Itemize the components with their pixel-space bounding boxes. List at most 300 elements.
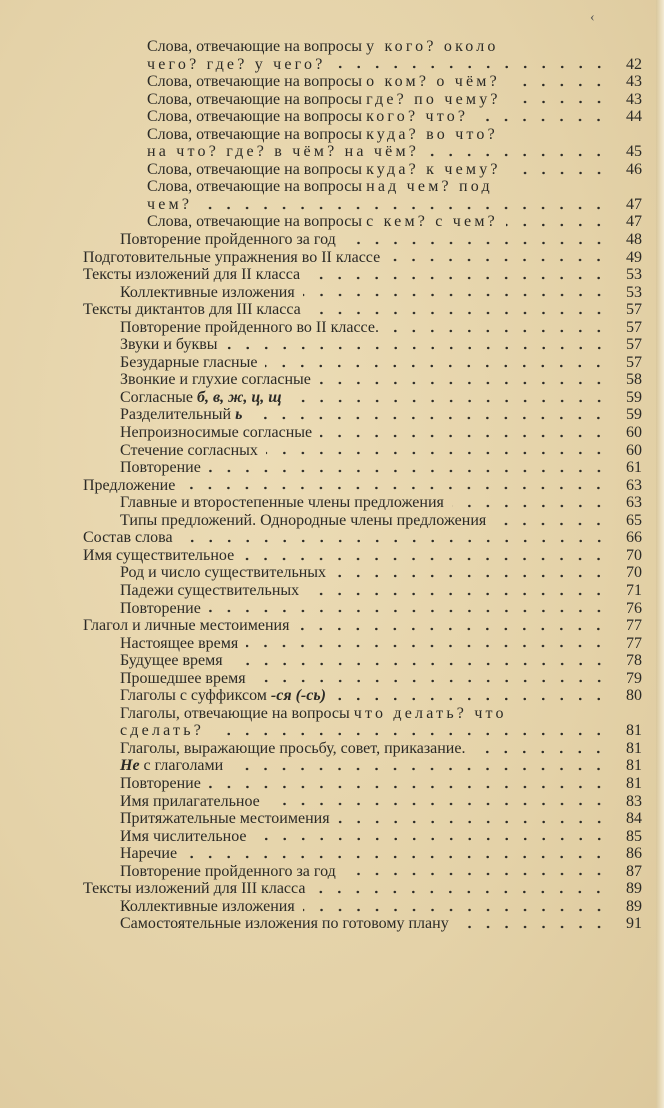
dot-leader bbox=[506, 223, 608, 227]
page-number: 43 bbox=[626, 90, 642, 108]
toc-entry bbox=[0, 371, 664, 389]
toc-entry bbox=[0, 547, 664, 565]
toc-entry bbox=[0, 126, 664, 161]
toc-entry-line bbox=[0, 249, 664, 267]
toc-entry-title bbox=[147, 143, 419, 161]
toc-entry bbox=[0, 828, 664, 846]
toc-entry-line bbox=[0, 56, 664, 74]
toc-entry-line bbox=[0, 319, 664, 337]
toc-entry-title bbox=[83, 249, 380, 267]
page-number: 79 bbox=[626, 669, 642, 687]
page-number: 58 bbox=[626, 371, 642, 389]
title-text: Типы предложений. Однородные члены предложения bbox=[120, 511, 487, 529]
title-text: Настоящее время bbox=[120, 634, 239, 652]
toc-entry-line bbox=[0, 863, 664, 881]
toc-entry-line bbox=[0, 652, 664, 670]
title-text: Глагол и личные местоимения bbox=[83, 617, 290, 635]
toc-entry-line bbox=[0, 459, 664, 477]
title-text: Стечение согласных bbox=[120, 441, 258, 459]
toc-entry bbox=[0, 705, 664, 740]
toc-entry bbox=[0, 389, 664, 407]
toc-entry bbox=[0, 73, 664, 91]
dot-leader bbox=[334, 697, 608, 701]
title-text: Согласные bbox=[120, 388, 198, 406]
toc-entry-line bbox=[0, 512, 664, 530]
page-number: 45 bbox=[626, 143, 642, 161]
page-number: 48 bbox=[626, 231, 642, 249]
page-number: 84 bbox=[626, 810, 642, 828]
dot-leader bbox=[344, 241, 608, 245]
title-text: Разделительный bbox=[120, 406, 236, 424]
title-text: Тексты изложений для III класса bbox=[83, 880, 306, 898]
toc-entry-line bbox=[0, 705, 664, 723]
dot-leader bbox=[231, 767, 608, 771]
title-text: Глаголы, выражающие просьбу, совет, приказание. bbox=[120, 739, 466, 757]
page-number: 59 bbox=[626, 406, 642, 424]
page-number: 63 bbox=[626, 494, 642, 512]
toc-entry-title bbox=[147, 126, 498, 144]
spaced-question-text: чем? bbox=[147, 195, 193, 213]
spaced-question-text: о ком? о чём? bbox=[366, 73, 500, 91]
toc-entry-line bbox=[0, 494, 664, 512]
title-text: Тексты диктантов для III класса bbox=[83, 301, 301, 319]
dot-leader bbox=[250, 416, 608, 420]
toc-entry-title bbox=[120, 845, 177, 863]
toc-entry-title bbox=[147, 196, 192, 214]
toc-entry-title bbox=[120, 406, 242, 424]
dot-leader bbox=[268, 802, 608, 806]
toc-entry bbox=[0, 38, 664, 73]
toc-entry bbox=[0, 564, 664, 582]
toc-entry-line bbox=[0, 442, 664, 460]
title-text: Звонкие и глухие согласные bbox=[120, 371, 311, 389]
toc-entry bbox=[0, 863, 664, 881]
spaced-question-text: на что? где? в чём? на чём? bbox=[147, 143, 420, 161]
toc-entry-title bbox=[147, 56, 326, 74]
dot-leader bbox=[338, 820, 608, 824]
toc-entry-line bbox=[0, 687, 664, 705]
dot-leader bbox=[255, 837, 608, 841]
spaced-question-text: над чем? под bbox=[366, 178, 493, 196]
italic-text: ь bbox=[235, 406, 243, 424]
toc-entry-title bbox=[120, 687, 326, 705]
title-text: Слова, отвечающие на вопросы bbox=[147, 38, 367, 55]
toc-entry bbox=[0, 213, 664, 231]
toc-entry-title bbox=[120, 494, 444, 512]
toc-entry bbox=[0, 845, 664, 863]
spaced-question-text: сделать? bbox=[120, 722, 205, 740]
title-text: с глаголами bbox=[139, 757, 224, 775]
toc-entry-line bbox=[0, 564, 664, 582]
dot-leader bbox=[265, 364, 608, 368]
toc-entry-title bbox=[120, 354, 257, 372]
toc-entry-title bbox=[147, 108, 468, 126]
page-number: 81 bbox=[626, 774, 642, 792]
toc-entry-line bbox=[0, 617, 664, 635]
dot-leader bbox=[183, 486, 608, 490]
title-text: Слова, отвечающие на вопросы bbox=[147, 160, 367, 178]
dot-leader bbox=[303, 293, 608, 297]
toc-entry bbox=[0, 108, 664, 126]
dot-leader bbox=[297, 627, 608, 631]
toc-entry-title bbox=[120, 424, 312, 442]
dot-leader bbox=[476, 118, 608, 122]
toc-entry-title bbox=[120, 442, 258, 460]
toc-entry-title bbox=[120, 863, 336, 881]
toc-entry-title bbox=[120, 828, 247, 846]
toc-entry bbox=[0, 231, 664, 249]
toc-entry-line bbox=[0, 880, 664, 898]
dot-leader bbox=[427, 153, 608, 157]
page-number: 89 bbox=[626, 880, 642, 898]
spaced-question-text: куда? во что? bbox=[366, 125, 498, 143]
dot-leader bbox=[212, 732, 608, 736]
dot-leader bbox=[509, 171, 608, 175]
toc-entry-title bbox=[120, 389, 282, 407]
dot-leader bbox=[242, 557, 608, 561]
title-text: Наречие bbox=[120, 845, 178, 863]
page-number: 81 bbox=[626, 722, 642, 740]
toc-entry bbox=[0, 266, 664, 284]
toc-entry-line bbox=[0, 231, 664, 249]
dot-leader bbox=[319, 381, 608, 385]
spaced-question-text: чего? где? у чего? bbox=[147, 55, 326, 73]
dot-leader bbox=[209, 469, 608, 473]
toc-entry-line bbox=[0, 196, 664, 214]
dot-leader bbox=[334, 574, 608, 578]
toc-entry-line bbox=[0, 126, 664, 144]
toc-entry-title bbox=[120, 757, 223, 775]
dot-leader bbox=[452, 504, 608, 508]
toc-entry bbox=[0, 161, 664, 179]
toc-entry-line bbox=[0, 336, 664, 354]
page-number: 81 bbox=[626, 757, 642, 775]
toc-entry-line bbox=[0, 670, 664, 688]
page-number: 47 bbox=[626, 213, 642, 231]
page-number: 86 bbox=[626, 845, 642, 863]
toc-entry-line bbox=[0, 178, 664, 196]
toc-entry-line bbox=[0, 529, 664, 547]
page-number: 87 bbox=[626, 862, 642, 880]
title-text: Повторение bbox=[120, 774, 201, 792]
page-number: 59 bbox=[626, 388, 642, 406]
spaced-question-text: у кого? около bbox=[366, 38, 499, 55]
toc-entry-title bbox=[147, 73, 500, 91]
toc-entry-title bbox=[120, 652, 223, 670]
toc-entry-line bbox=[0, 845, 664, 863]
toc-entry-line bbox=[0, 354, 664, 372]
title-text: Тексты изложений для II класса bbox=[83, 266, 301, 284]
title-text: Слова, отвечающие на вопросы bbox=[147, 125, 367, 143]
toc-entry-title bbox=[120, 775, 201, 793]
dot-leader bbox=[307, 592, 608, 596]
toc-entry bbox=[0, 249, 664, 267]
title-text: Безударные гласные bbox=[120, 353, 258, 371]
toc-entry-line bbox=[0, 91, 664, 109]
dot-leader bbox=[246, 644, 608, 648]
title-text: Слова, отвечающие на вопросы bbox=[147, 73, 367, 91]
page-number: 76 bbox=[626, 599, 642, 617]
toc-entry-title bbox=[147, 178, 493, 196]
toc-entry bbox=[0, 915, 664, 933]
toc-entry-line bbox=[0, 547, 664, 565]
dot-leader bbox=[313, 890, 608, 894]
toc-entry-line bbox=[0, 143, 664, 161]
title-text: Повторение пройденного за год bbox=[120, 231, 336, 249]
toc-entry bbox=[0, 793, 664, 811]
toc-entry-line bbox=[0, 775, 664, 793]
page-number: 46 bbox=[626, 160, 642, 178]
toc-entry-line bbox=[0, 915, 664, 933]
toc-entry-line bbox=[0, 161, 664, 179]
toc-entry bbox=[0, 757, 664, 775]
toc-entry-title bbox=[120, 740, 465, 758]
title-text: Повторение bbox=[120, 599, 201, 617]
dot-leader bbox=[344, 872, 608, 876]
title-text: Падежи существительных bbox=[120, 581, 300, 599]
toc-entry-title bbox=[120, 722, 204, 740]
toc-entry-line bbox=[0, 740, 664, 758]
toc-entry-title bbox=[120, 512, 486, 530]
toc-entry bbox=[0, 582, 664, 600]
toc-entry-title bbox=[83, 617, 289, 635]
toc-entry-line bbox=[0, 757, 664, 775]
page-number: 47 bbox=[626, 195, 642, 213]
dot-leader bbox=[200, 206, 608, 210]
toc-entry-title bbox=[120, 915, 449, 933]
toc-entry-line bbox=[0, 108, 664, 126]
toc-entry-line bbox=[0, 301, 664, 319]
spaced-question-text: куда? к чему? bbox=[366, 160, 501, 178]
page-number: 70 bbox=[626, 546, 642, 564]
toc-entry-line bbox=[0, 389, 664, 407]
italic-text: Не bbox=[120, 757, 140, 775]
title-text: Слова, отвечающие на вопросы bbox=[147, 108, 367, 126]
page-number: 57 bbox=[626, 301, 642, 319]
dot-leader bbox=[494, 522, 608, 526]
toc-entry-line bbox=[0, 213, 664, 231]
toc-entry-title bbox=[120, 336, 218, 354]
page-number: 42 bbox=[626, 55, 642, 73]
spaced-question-text: где? по чему? bbox=[366, 90, 501, 108]
corner-mark: ‹ bbox=[590, 10, 595, 25]
page-number: 57 bbox=[626, 353, 642, 371]
page-number: 43 bbox=[626, 73, 642, 91]
toc-entry-line bbox=[0, 266, 664, 284]
toc-entry-title bbox=[83, 529, 173, 547]
title-text: Коллективные изложения bbox=[120, 897, 295, 915]
page-number: 57 bbox=[626, 318, 642, 336]
title-text: Слова, отвечающие на вопросы bbox=[147, 90, 367, 108]
title-text: Непроизносимые согласные bbox=[120, 424, 313, 442]
page-number: 83 bbox=[626, 792, 642, 810]
toc-entry-title bbox=[147, 161, 501, 179]
table-of-contents bbox=[0, 38, 664, 933]
toc-entry bbox=[0, 301, 664, 319]
toc-entry bbox=[0, 91, 664, 109]
title-text: Слова, отвечающие на вопросы bbox=[147, 178, 367, 196]
toc-entry-title bbox=[120, 635, 238, 653]
page-number: 91 bbox=[626, 915, 642, 933]
dot-leader bbox=[509, 100, 608, 104]
toc-entry-title bbox=[120, 319, 379, 337]
dot-leader bbox=[388, 258, 608, 262]
toc-entry-line bbox=[0, 582, 664, 600]
toc-entry-line bbox=[0, 477, 664, 495]
toc-entry bbox=[0, 687, 664, 705]
toc-entry-title bbox=[120, 459, 201, 477]
toc-entry-title bbox=[83, 880, 305, 898]
toc-entry-title bbox=[120, 705, 507, 723]
toc-entry-title bbox=[120, 600, 201, 618]
dot-leader bbox=[231, 662, 608, 666]
page-number: 66 bbox=[626, 529, 642, 547]
toc-entry bbox=[0, 740, 664, 758]
toc-entry-title bbox=[83, 301, 301, 319]
page-number: 78 bbox=[626, 652, 642, 670]
page-number: 85 bbox=[626, 827, 642, 845]
toc-entry-line bbox=[0, 810, 664, 828]
toc-entry-line bbox=[0, 828, 664, 846]
toc-entry-title bbox=[147, 91, 501, 109]
page-number: 60 bbox=[626, 441, 642, 459]
toc-entry bbox=[0, 477, 664, 495]
spaced-question-text: что делать? что bbox=[353, 704, 507, 722]
page-number: 80 bbox=[626, 687, 642, 705]
page-number: 77 bbox=[626, 617, 642, 635]
toc-entry-title bbox=[120, 793, 260, 811]
title-text: Имя существительное bbox=[83, 546, 235, 564]
toc-entry bbox=[0, 442, 664, 460]
toc-entry-title bbox=[120, 898, 295, 916]
dot-leader bbox=[457, 925, 608, 929]
toc-entry bbox=[0, 775, 664, 793]
page-number: 49 bbox=[626, 248, 642, 266]
toc-entry bbox=[0, 354, 664, 372]
toc-entry-title bbox=[120, 371, 311, 389]
toc-entry bbox=[0, 880, 664, 898]
toc-entry-title bbox=[120, 284, 295, 302]
dot-leader bbox=[303, 908, 608, 912]
title-text: Подготовительные упражнения во II классе bbox=[83, 248, 381, 266]
toc-entry bbox=[0, 494, 664, 512]
toc-entry-title bbox=[83, 266, 300, 284]
title-text: Имя прилагательное bbox=[120, 792, 260, 810]
title-text: Самостоятельные изложения по готовому плану bbox=[120, 915, 449, 933]
italic-text: б, в, ж, ц, щ bbox=[197, 388, 282, 406]
toc-entry bbox=[0, 284, 664, 302]
dot-leader bbox=[308, 276, 608, 280]
spaced-question-text: кого? что? bbox=[366, 108, 469, 126]
dot-leader bbox=[209, 609, 608, 613]
page-number: 53 bbox=[626, 266, 642, 284]
title-text: Повторение пройденного во II классе. bbox=[120, 318, 379, 336]
title-text: Прошедшее время bbox=[120, 669, 246, 687]
title-text: Притяжательные местоимения bbox=[120, 810, 330, 828]
italic-text: -ся (-сь) bbox=[270, 687, 326, 705]
dot-leader bbox=[209, 785, 608, 789]
dot-leader bbox=[266, 451, 608, 455]
toc-entry-title bbox=[83, 477, 175, 495]
page-number: 81 bbox=[626, 739, 642, 757]
toc-entry-line bbox=[0, 73, 664, 91]
toc-entry bbox=[0, 319, 664, 337]
page-number: 65 bbox=[626, 511, 642, 529]
toc-entry-line bbox=[0, 722, 664, 740]
toc-entry bbox=[0, 810, 664, 828]
toc-entry-line bbox=[0, 793, 664, 811]
dot-leader bbox=[226, 346, 608, 350]
page-number: 63 bbox=[626, 476, 642, 494]
toc-entry bbox=[0, 600, 664, 618]
toc-entry-line bbox=[0, 284, 664, 302]
title-text: Будущее время bbox=[120, 652, 223, 670]
toc-entry bbox=[0, 670, 664, 688]
toc-entry bbox=[0, 424, 664, 442]
title-text: Род и число существительных bbox=[120, 564, 327, 582]
toc-entry-title bbox=[120, 670, 246, 688]
toc-entry bbox=[0, 635, 664, 653]
title-text: Звуки и буквы bbox=[120, 336, 218, 354]
toc-entry bbox=[0, 406, 664, 424]
title-text: Коллективные изложения bbox=[120, 283, 295, 301]
page-number: 71 bbox=[626, 581, 642, 599]
toc-entry-line bbox=[0, 424, 664, 442]
toc-entry-line bbox=[0, 635, 664, 653]
page-number: 61 bbox=[626, 459, 642, 477]
dot-leader bbox=[309, 311, 608, 315]
toc-entry-title bbox=[120, 231, 336, 249]
page-number: 53 bbox=[626, 283, 642, 301]
toc-entry bbox=[0, 336, 664, 354]
toc-entry bbox=[0, 459, 664, 477]
title-text: Повторение bbox=[120, 459, 201, 477]
toc-entry bbox=[0, 652, 664, 670]
toc-entry-title bbox=[147, 38, 499, 56]
dot-leader bbox=[254, 679, 608, 683]
toc-entry-line bbox=[0, 600, 664, 618]
dot-leader bbox=[334, 65, 608, 69]
toc-entry bbox=[0, 617, 664, 635]
toc-entry-line bbox=[0, 898, 664, 916]
page-number: 60 bbox=[626, 424, 642, 442]
toc-entry bbox=[0, 178, 664, 213]
title-text: Предложение bbox=[83, 476, 176, 494]
spaced-question-text: с кем? с чем? bbox=[366, 213, 498, 231]
title-text: Состав слова bbox=[83, 529, 173, 547]
toc-entry-title bbox=[83, 547, 234, 565]
page-number: 89 bbox=[626, 897, 642, 915]
toc-entry-title bbox=[120, 810, 330, 828]
title-text: Повторение пройденного за год bbox=[120, 862, 336, 880]
toc-entry-title bbox=[120, 564, 326, 582]
toc-entry-title bbox=[120, 582, 299, 600]
dot-leader bbox=[320, 434, 608, 438]
title-text: Главные и второстепенные члены предложения bbox=[120, 494, 444, 512]
toc-entry-line bbox=[0, 371, 664, 389]
toc-entry-line bbox=[0, 406, 664, 424]
page-number: 70 bbox=[626, 564, 642, 582]
toc-entry bbox=[0, 898, 664, 916]
toc-entry-line bbox=[0, 38, 664, 56]
toc-entry bbox=[0, 529, 664, 547]
dot-leader bbox=[181, 539, 608, 543]
title-text: Глаголы, отвечающие на вопросы bbox=[120, 704, 354, 722]
dot-leader bbox=[508, 83, 608, 87]
toc-entry-title bbox=[147, 213, 498, 231]
toc-entry bbox=[0, 512, 664, 530]
title-text: Имя числительное bbox=[120, 827, 247, 845]
